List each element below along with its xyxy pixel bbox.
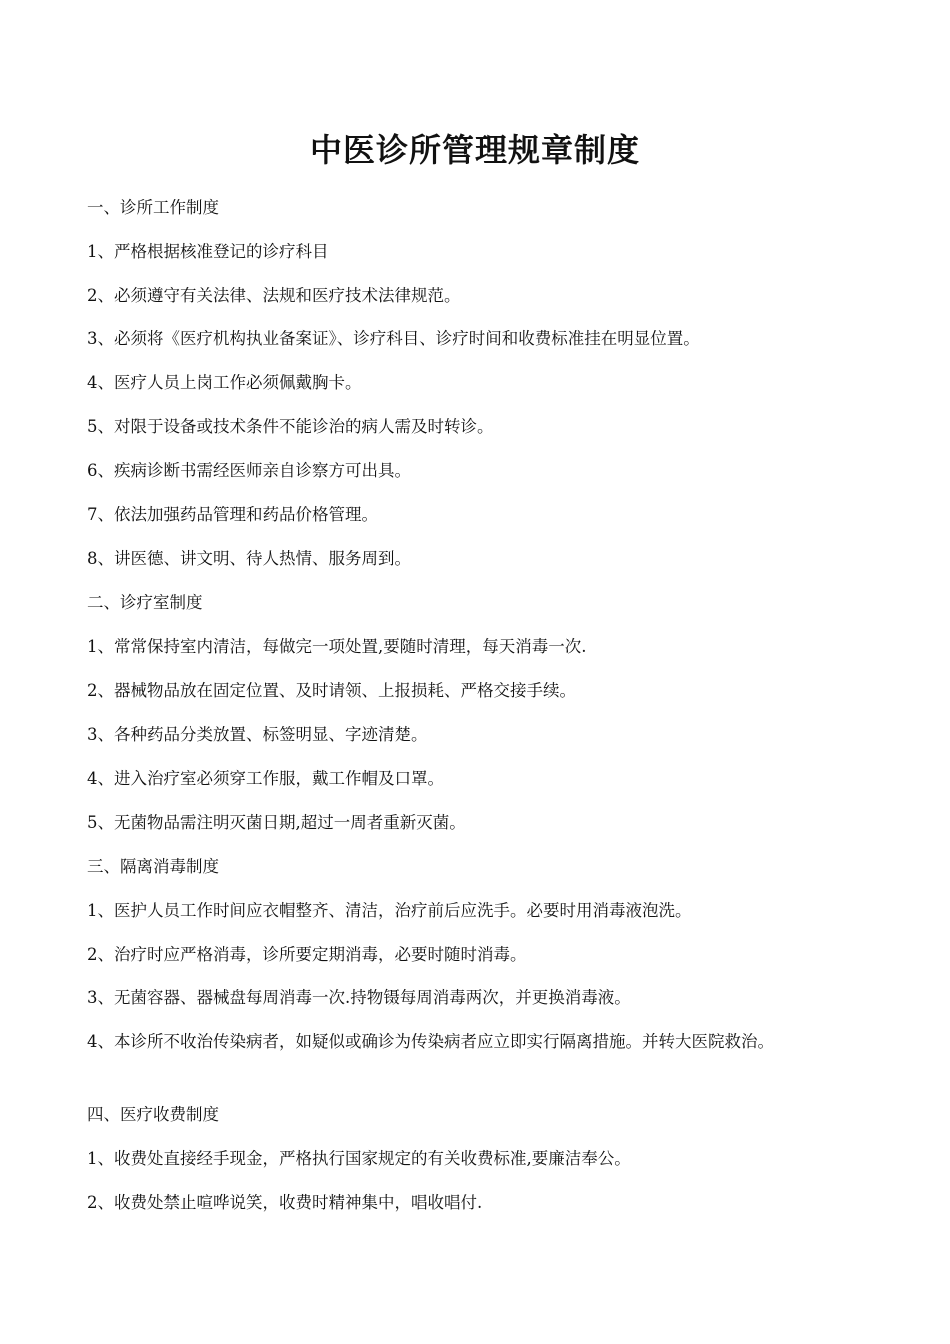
clinic-work-item-7: 7、依法加强药品管理和药品价格管理。	[87, 505, 378, 524]
fees-item-2: 2、收费处禁止喧哗说笑，收费时精神集中，唱收唱付.	[87, 1193, 483, 1212]
page-title: 中医诊所管理规章制度	[309, 131, 640, 169]
treatment-room-item-2: 2、器械物品放在固定位置、及时请领、上报损耗、严格交接手续。	[87, 681, 576, 700]
isolation-item-2: 2、治疗时应严格消毒，诊所要定期消毒，必要时随时消毒。	[87, 945, 527, 964]
fees-item-1: 1、收费处直接经手现金，严格执行国家规定的有关收费标准,要廉洁奉公。	[87, 1149, 631, 1168]
isolation-item-3: 3、无菌容器、器械盘每周消毒一次.持物镊每周消毒两次，并更换消毒液。	[87, 988, 631, 1007]
isolation-item-1: 1、医护人员工作时间应衣帽整齐、清洁，治疗前后应洗手。必要时用消毒液泡洗。	[87, 901, 692, 920]
treatment-room-item-5: 5、无菌物品需注明灭菌日期,超过一周者重新灭菌。	[87, 813, 466, 832]
clinic-work-item-3: 3、必须将《医疗机构执业备案证》、诊疗科目、诊疗时间和收费标准挂在明显位置。	[87, 329, 700, 348]
section-heading-fees: 四、医疗收费制度	[87, 1105, 219, 1124]
section-heading-treatment-room: 二、诊疗室制度	[87, 593, 203, 612]
clinic-work-item-1: 1、严格根据核准登记的诊疗科目	[87, 242, 329, 261]
isolation-item-4: 4、本诊所不收治传染病者，如疑似或确诊为传染病者应立即实行隔离措施。并转大医院救治。	[87, 1032, 774, 1051]
treatment-room-item-4: 4、进入治疗室必须穿工作服，戴工作帽及口罩。	[87, 769, 444, 788]
clinic-work-item-5: 5、对限于设备或技术条件不能诊治的病人需及时转诊。	[87, 417, 494, 436]
clinic-work-item-6: 6、疾病诊断书需经医师亲自诊察方可出具。	[87, 461, 411, 480]
clinic-work-item-2: 2、必须遵守有关法律、法规和医疗技术法律规范。	[87, 286, 461, 305]
treatment-room-item-3: 3、各种药品分类放置、标签明显、字迹清楚。	[87, 725, 428, 744]
section-heading-clinic-work: 一、诊所工作制度	[87, 198, 219, 217]
treatment-room-item-1: 1、常常保持室内清洁，每做完一项处置,要随时清理，每天消毒一次.	[87, 637, 587, 656]
clinic-work-item-8: 8、讲医德、讲文明、待人热情、服务周到。	[87, 549, 411, 568]
clinic-work-item-4: 4、医疗人员上岗工作必须佩戴胸卡。	[87, 373, 362, 392]
section-heading-isolation-disinfection: 三、隔离消毒制度	[87, 857, 219, 876]
